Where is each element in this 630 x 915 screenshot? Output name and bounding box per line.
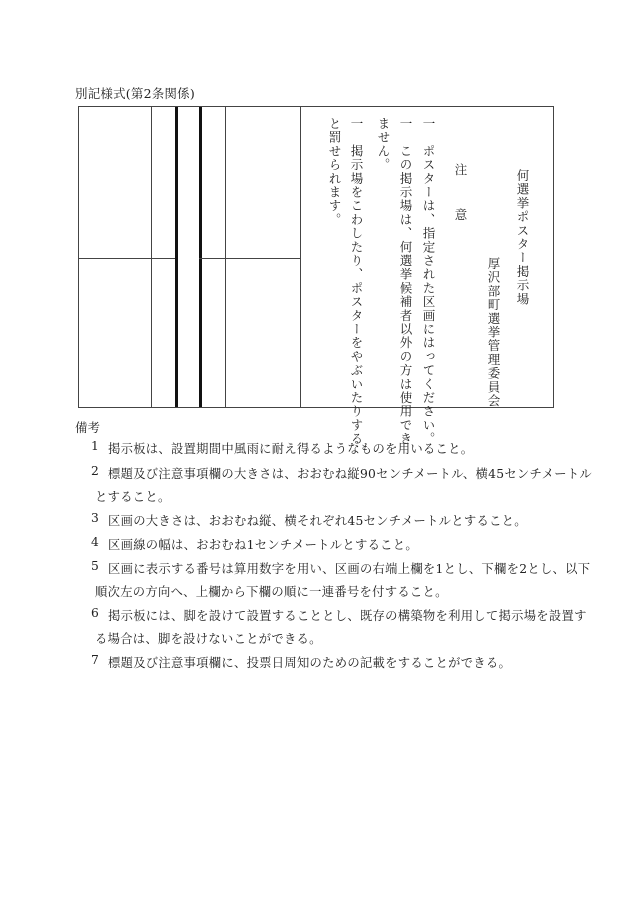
notice-item: 一 掲示場をこわしたり、ポスターをやぶいたりする と罰せられます。 [327, 117, 364, 446]
section-divider [199, 107, 202, 407]
committee-name: 厚沢部町選挙管理委員会 [486, 257, 501, 408]
grid-row-line [79, 258, 175, 259]
note-number: 4 [91, 535, 99, 549]
title-area-border [300, 107, 301, 407]
note-text: 標題及び注意事項欄の大きさは、おおむね縦90センチメートル、横45センチメートル [108, 467, 593, 481]
note-number: 6 [91, 606, 99, 620]
note-text: る場合は、脚を設けないことができる。 [95, 632, 322, 646]
note-number: 3 [91, 511, 99, 525]
note-text: 掲示板は、設置期間中風雨に耐え得るようなものを用いること。 [108, 442, 474, 456]
note-text: 順次左の方向へ、上欄から下欄の順に一連番号を付すること。 [95, 585, 448, 599]
notice-item: 一 この掲示場は、何選挙候補者以外の方は使用でき ません。 [376, 117, 413, 446]
note-number: 1 [91, 439, 99, 453]
note-number: 2 [91, 464, 99, 478]
notice-item: 一 ポスターは、指定された区画にはってください。 [421, 117, 436, 446]
note-number: 5 [91, 559, 99, 573]
notice-heading: 注 意 [453, 163, 468, 231]
grid-row-line [199, 258, 300, 259]
board-title: 何選挙ポスター掲示場 [515, 169, 530, 306]
note-number: 7 [91, 653, 99, 667]
notes-heading: 備考 [75, 420, 101, 435]
note-text: 区画線の幅は、おおむね1センチメートルとすること。 [108, 538, 418, 552]
grid-line [225, 107, 226, 407]
note-text: 区画の大きさは、おおむね縦、横それぞれ45センチメートルとすること。 [108, 514, 527, 528]
note-text: 区画に表示する番号は算用数字を用い、区画の右端上欄を1とし、下欄を2とし、以下 [108, 562, 591, 576]
grid-line [151, 107, 152, 407]
section-divider [175, 107, 178, 407]
note-text: 掲示板には、脚を設けて設置することとし、既存の構築物を利用して掲示場を設置す [108, 609, 587, 623]
note-text: 標題及び注意事項欄に、投票日周知のための記載をすることができる。 [108, 656, 512, 670]
note-text: とすること。 [95, 490, 171, 504]
form-caption: 別記様式(第2条関係) [75, 86, 195, 101]
